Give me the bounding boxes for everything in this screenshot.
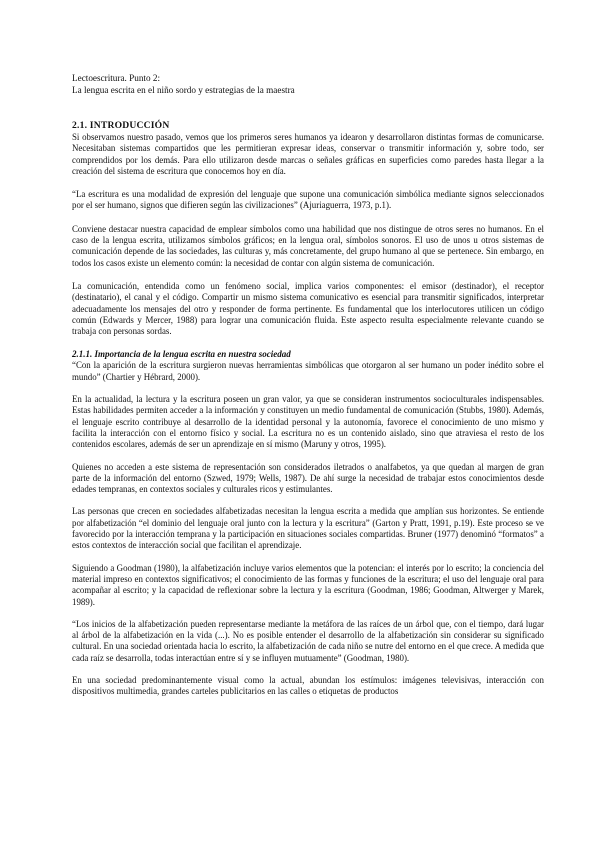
header-line-2: La lengua escrita en el niño sordo y estrategias de la maestra [72, 85, 295, 95]
paragraph: Quienes no acceden a este sistema de representación son considerados iletrados o analfabetos, ya que quedan al margen de gran parte de la información del entorno (Szwed, 1979; Wells, 1987). De ahí surge la necesidad de trabajar estos conocimientos desde edades tempranas, en contextos sociales y culturales ricos y estimulantes. [72, 461, 544, 495]
document-header [72, 72, 544, 96]
paragraph: En la actualidad, la lectura y la escritura poseen un gran valor, ya que se consideran instrumentos socioculturales indispensables. Estas habilidades permiten acceder a la información y constituyen un medio fundamental de comunicación (Stubbs, 1980). Además, el lenguaje escrito contribuye al desarrollo de la identidad personal y la autonomía, favorece el conocimiento de uno mismo y facilita la interacción con el entorno físico y social. La escritura no es un contenido aislado, sino que atraviesa el resto de los contenidos escolares, además de ser un aprendizaje en sí mismo (Maruny y otros, 1995). [72, 394, 544, 450]
paragraph: La comunicación, entendida como un fenómeno social, implica varios componentes: el emisor (destinador), el receptor (destinatario), el canal y el código. Compartir un mismo sistema comunicativo es esencial para transmitir significados, interpretar adecuadamente los mensajes del otro y responder de forma pertinente. Es fundamental que los interlocutores utilicen un código común (Edwards y Mercer, 1988) para lograr una comunicación fluida. Este aspecto resulta especialmente relevante cuando se trabaja con personas sordas. [72, 280, 544, 337]
quote-paragraph: “La escritura es una modalidad de expresión del lenguaje que supone una comunicación simbólica mediante signos seleccionados por el ser humano, signos que difieren según las civilizaciones” (Ajuriaguerra, 1973, p.1). [72, 189, 544, 211]
quote-paragraph: “Los inicios de la alfabetización pueden representarse mediante la metáfora de las raíces de un árbol que, con el tiempo, dará lugar al árbol de la alfabetización en la vida (...). No es posible entender el desarrollo de la alfabetización sin considerar su significado cultural. En una sociedad orientada hacia lo escrito, la alfabetización de cada niño se nutre del entorno en el que crece. A medida que cada raíz se desarrolla, todas interactúan entre sí y se influyen mutuamente” (Goodman, 1980). [72, 618, 544, 663]
quote-paragraph: “Con la aparición de la escritura surgieron nuevas herramientas simbólicas que otorgaron al ser humano un poder inédito sobre el mundo” (Chartier y Hébrard, 2000). [72, 360, 544, 382]
paragraph: Siguiendo a Goodman (1980), la alfabetización incluye varios elementos que la potencian: el interés por lo escrito; la conciencia del material impreso en contextos significativos; el conocimiento de las formas y funciones de la escritura; el uso del lenguaje oral para acompañar al escrito; y la capacidad de reflexionar sobre la lectura y la escritura (Goodman, 1986; Goodman, Altwerger y Marek, 1989). [72, 562, 544, 607]
header-line-1: Lectoescritura. Punto 2: [72, 73, 161, 83]
paragraph: Si observamos nuestro pasado, vemos que los primeros seres humanos ya idearon y desarrollaron distintas formas de comunicarse. Necesitaban sistemas compartidos que les permitieran expresar ideas, conservar o transmitir información y, sobre todo, ser comprendidos por los demás. Para ello utilizaron desde marcas o señales gráficas en superficies como paredes hasta llegar a la creación del sistema de escritura que conocemos hoy en día. [72, 132, 544, 176]
paragraph: Las personas que crecen en sociedades alfabetizadas necesitan la lengua escrita a medida que amplían sus horizontes. Se entiende por alfabetización “el dominio del lenguaje oral junto con la lectura y la escritura” (Garton y Pratt, 1991, p.19). Este proceso se ve favorecido por la interacción temprana y la participación en situaciones sociales compartidas. Bruner (1977) denominó “formatos” a estos contextos de interacción social que facilitan el aprendizaje. [72, 506, 544, 551]
paragraph: Conviene destacar nuestra capacidad de emplear símbolos como una habilidad que nos distingue de otros seres no humanos. En el caso de la lengua escrita, utilizamos símbolos gráficos; en la lengua oral, símbolos sonoros. El uso de unos u otros sistemas de comunicación depende de las sociedades, las culturas y, más concretamente, del grupo humano al que se pertenece. Sin embargo, en todos los casos existe un elemento común: la necesidad de contar con algún sistema de comunicación. [72, 223, 544, 268]
subsection-title: 2.1.1. Importancia de la lengua escrita en nuestra sociedad [72, 349, 291, 360]
paragraph: En una sociedad predominantemente visual como la actual, abundan los estímulos: imágenes televisivas, interacción con dispositivos multimedia, grandes carteles publicitarios en las calles o etiquetas de productos [72, 674, 544, 697]
section-title: 2.1. INTRODUCCIÓN [72, 120, 170, 131]
